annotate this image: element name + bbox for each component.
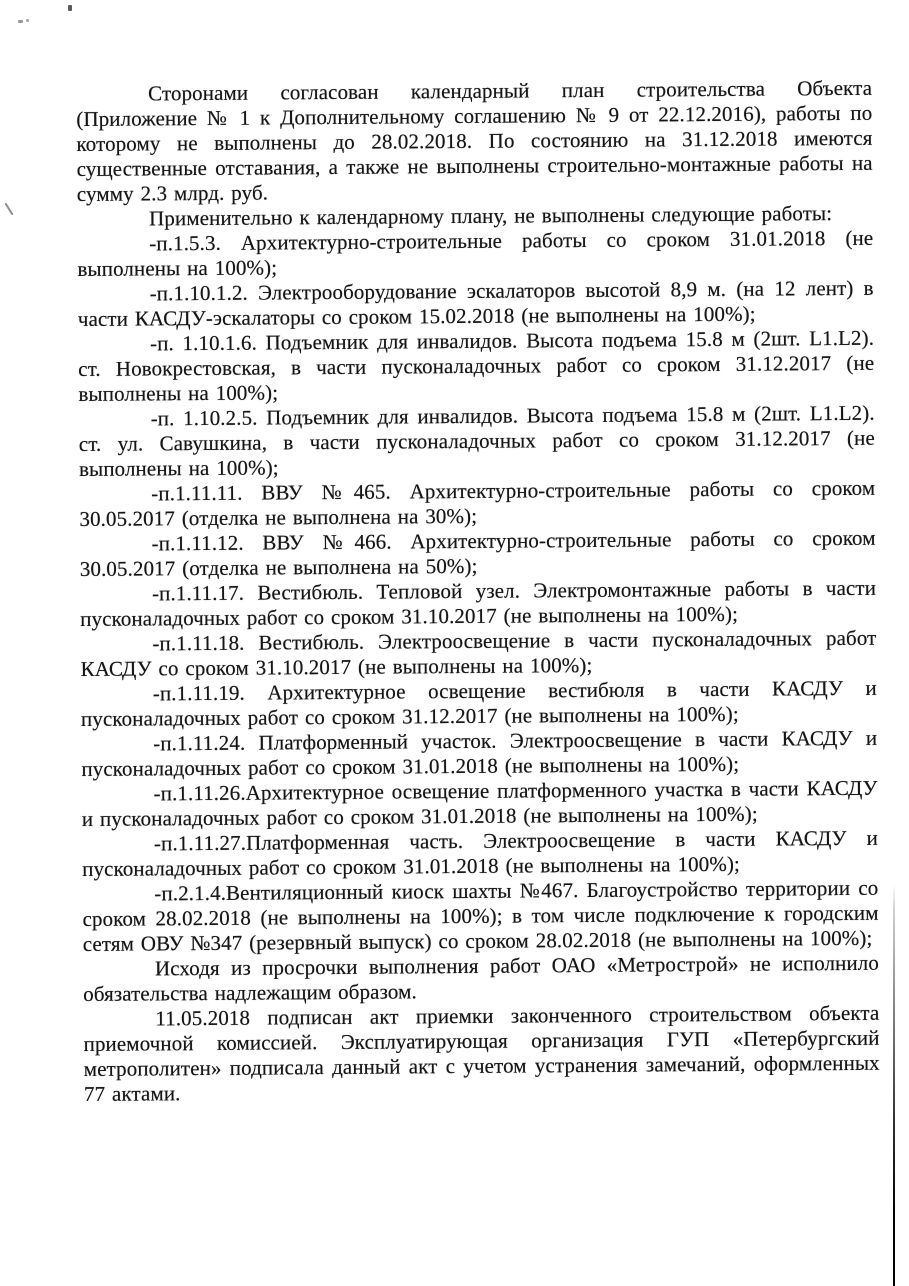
paragraph: 11.05.2018 подписан акт приемки законченного строительством объекта приемочной комиссией. Эксплуатирующая организация ГУП «Петербургский метрополитен» подписала данный акт с учетом устранения замечаний, оформленных 77 актами. xyxy=(83,1000,880,1106)
paragraph: -п.1.11.26.Архитектурное освещение платформенного участка в части КАСДУ и пусконаладочных работ со сроком 31.01.2018 (не выполнены на 100%); xyxy=(81,775,878,831)
paragraph: -п.1.11.11. ВВУ №465. Архитектурно-строительные работы со сроком 30.05.2017 (отделка не выполнена на 30%); xyxy=(79,475,876,531)
paragraph: -п.1.11.27.Платформенная часть. Электроосвещение в части КАСДУ и пусконаладочных работ со сроком 31.01.2018 (не выполнены на 100%); xyxy=(82,825,879,881)
document-text xyxy=(76,76,880,1107)
paragraph: Сторонами согласован календарный план строительства Объекта (Приложение № 1 к Дополнительному соглашению № 9 от 22.12.2016), работы по которому не выполнены до 28.02.2018. По состоянию на 31.12.2018 имеются существенные отставания, а также не выполнены строительно-монтажные работы на сумму 2.3 млрд. руб. xyxy=(76,75,873,206)
scan-speck xyxy=(68,5,72,11)
paragraph: -п.1.10.1.2. Электрооборудование эскалаторов высотой 8,9 м. (на 12 лент) в части КАСДУ-эскалаторы со сроком 15.02.2018 (не выполнены на 100%); xyxy=(77,275,874,331)
scan-speck xyxy=(18,20,23,23)
paragraph: Применительно к календарному плану, не выполнены следующие работы: xyxy=(148,201,833,231)
scan-scratch-mark xyxy=(4,203,13,216)
paragraph: -п.1.11.19. Архитектурное освещение вестибюля в части КАСДУ и пусконаладочных работ со сроком 31.12.2017 (не выполнены на 100%); xyxy=(80,675,877,731)
paragraph: -п.1.11.24. Платформенный участок. Электроосвещение в части КАСДУ и пусконаладочных работ со сроком 31.01.2018 (не выполнены на 100%); xyxy=(81,725,878,781)
paragraph: -п. 1.10.1.6. Подъемник для инвалидов. Высота подъема 15.8 м (2шт. L1.L2). ст. Новокрестовская, в части пусконаладочных работ со сроком 31.12.2017 (не выполнены на 100%); xyxy=(78,325,875,406)
paragraph: -п.1.11.12. ВВУ №466. Архитектурно-строительные работы со сроком 30.05.2017 (отделка не выполнена на 50%); xyxy=(79,525,876,581)
scan-speck xyxy=(26,19,29,22)
scanner-edge-line xyxy=(893,885,895,1286)
paragraph: -п.1.11.17. Вестибюль. Тепловой узел. Электромонтажные работы в части пусконаладочных работ со сроком 31.10.2017 (не выполнены на 100%); xyxy=(80,575,877,631)
paragraph: -п. 1.10.2.5. Подъемник для инвалидов. Высота подъема 15.8 м (2шт. L1.L2). ст. ул. Савушкина, в части пусконаладочных работ со сроком 31.12.2017 (не выполнены на 100%); xyxy=(78,400,875,481)
paragraph: Исходя из просрочки выполнения работ ОАО «Метрострой» не исполнило обязательства надлежащим образом. xyxy=(83,950,880,1006)
paragraph: -п.1.11.18. Вестибюль. Электроосвещение в части пусконаладочных работ КАСДУ со сроком 31.10.2017 (не выполнены на 100%); xyxy=(80,625,877,681)
paragraph: -п.2.1.4.Вентиляционный киоск шахты №467. Благоустройство территории со сроком 28.02.2018 (не выполнены на 100%); в том числе подключение к городским сетям ОВУ №347 (резервный выпуск) со сроком 28.02.2018 (не выполнены на 100%); xyxy=(82,875,879,956)
paragraph: -п.1.5.3. Архитектурно-строительные работы со сроком 31.01.2018 (не выполнены на 100%); xyxy=(77,225,874,281)
